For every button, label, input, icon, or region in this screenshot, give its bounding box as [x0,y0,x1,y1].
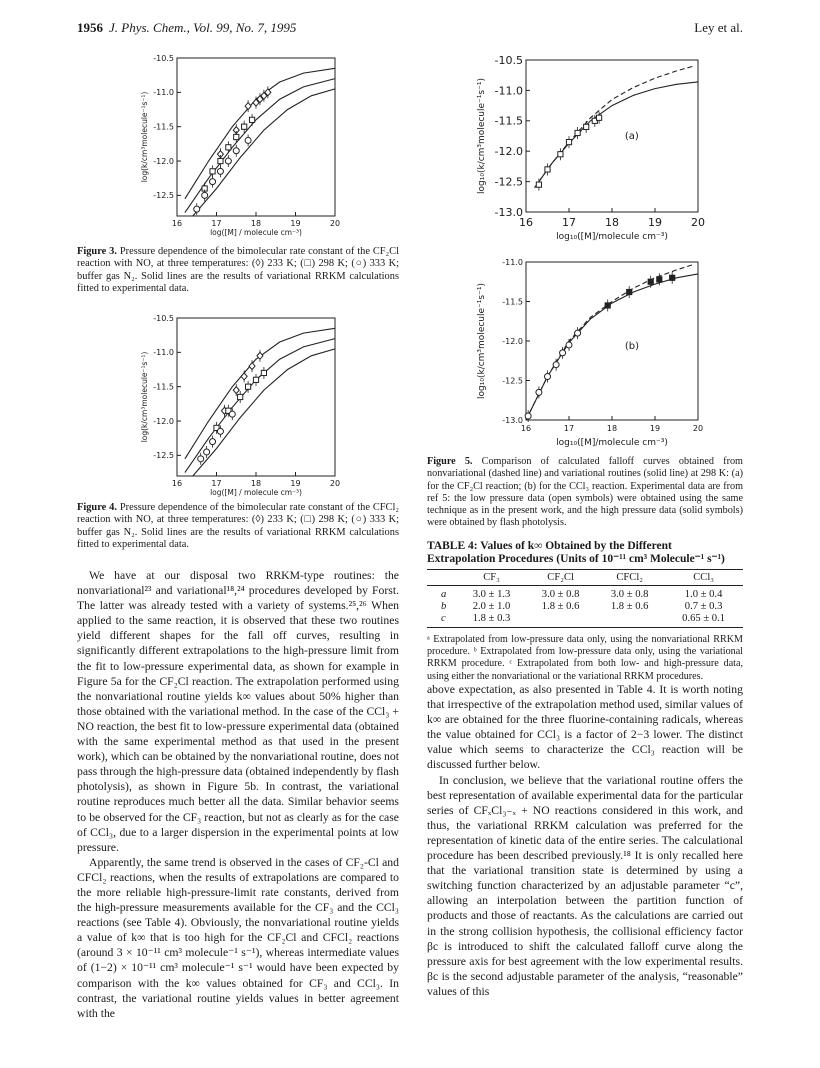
plot-frame [526,262,698,420]
data-point [246,384,251,389]
table-cell: 3.0 ± 0.8 [541,589,580,600]
y-tick-label: -12.0 [494,145,523,159]
column-header: CFCl₂ [595,570,664,586]
data-point [229,411,235,417]
left-column-text [77,568,399,1021]
paragraph: above expectation, as also presented in Table 4. It is worth noting that irrespective of the extrapolation method used, similar values of k∞ are obtained for the three fluorine-containing radicals, whereas the value obtained for CCl₃ is a factor of 2−3 lower. The distinct value which seems to characterize the CCl₃ reaction will be discussed further below. [427,683,743,772]
x-tick-label: 18 [605,216,619,229]
y-tick-label: -10.5 [153,53,174,63]
table-cell: 1.8 ± 0.6 [541,601,580,612]
nonvariational-curve [535,66,694,188]
figure-4-chart [135,308,350,504]
x-tick-label: 16 [171,479,183,488]
x-tick-label: 19 [290,219,301,228]
x-tick-label: 19 [649,424,661,433]
table-row [427,601,743,613]
x-tick-label: 16 [520,424,532,433]
x-tick-label: 18 [606,424,618,433]
y-axis-label: log(k/cm³molecule⁻¹s⁻¹) [140,91,149,183]
x-tick-label: 16 [171,219,183,228]
data-point [241,373,247,380]
table-cell: 1.8 ± 0.3 [457,613,526,628]
open-data-point [536,389,542,395]
panel-label: (b) [624,340,640,352]
data-point [233,387,239,394]
y-tick-label: -13.0 [502,415,523,425]
data-point [234,134,239,139]
data-point [597,115,602,120]
y-tick-label: -12.5 [153,451,174,461]
variational-curve [535,82,698,188]
figure-4-caption [77,502,399,552]
y-tick-label: -12.5 [494,175,523,189]
right-column-text [427,682,743,999]
column-header: CF₃ [457,570,526,586]
data-point [249,363,255,370]
figure-3-label: Figure 3. [77,246,117,257]
data-point [536,182,541,187]
y-tick-label: -11.5 [502,297,523,307]
y-tick-label: -11.5 [153,382,174,392]
table-4 [427,540,743,683]
data-point [217,168,223,174]
figure-5b-chart [470,256,715,454]
y-tick-label: -13.0 [494,205,523,219]
figure-4-caption-text: Pressure dependence of the bimolecular rate constant of the CFCl₂ reaction with NO, at three temperatures: (◊) 233 K; (□) 298 K; (○) 333 K; buffer gas N₂. Solid lines are the results of variational RRKM calculations fitted to experimental data. [77,502,399,551]
open-data-point [525,413,531,419]
figure-5-label: Figure 5. [427,456,473,467]
data-point [545,167,550,172]
data-point [249,117,254,122]
data-point [238,394,243,399]
row-label: c [427,613,457,628]
column-header [427,570,457,586]
table-cell [595,613,664,628]
data-point [253,377,258,382]
x-tick-label: 20 [329,479,341,488]
figure-3-chart [135,48,350,244]
open-data-point [553,362,559,368]
plot-frame [177,58,335,216]
x-tick-label: 16 [519,216,533,229]
data-point [245,137,251,143]
solid-data-point [648,279,653,284]
solid-data-point [670,275,675,280]
y-tick-label: -11.5 [153,122,174,132]
x-axis-label: log₁₀([M]/molecule cm⁻³) [556,232,668,242]
x-tick-label: 17 [211,479,222,488]
data-point [218,158,223,163]
table-header-row [427,570,743,586]
y-tick-label: -11.0 [502,257,523,267]
open-data-point [545,374,551,380]
table-cell [526,613,595,628]
x-tick-label: 20 [691,216,705,229]
paragraph: In conclusion, we believe that the variational routine offers the best representation of available experimental data for the particular series of CFₓCl₃₋ₓ + NO reactions considered in this work, and thus, the variational RRKM calculation was preferred for the representation of kinetic data of the entire series. The calculational procedure has been described previously.¹⁸ It is only recalled here that the variational transition state is determined by using a switching function characterized by an adjustable parameter “c”, allowing an interpolation between the partition function of products and those of reactants. As the calculations are carried out in the strong collision hypothesis, the collisional efficiency factor βc is introduced to shift the calculated falloff curve along the pressure axis for best agreement with the low experimental results. βc is the second adjustable parameter of the analysis, “reasonable” values of this [427,773,743,998]
plot-frame [526,60,698,212]
data-point [242,124,247,129]
author-header: Ley et al. [694,20,743,35]
table-4-notes: ᵃ Extrapolated from low-pressure data only, using the nonvariational RRKM procedure. ᵇ Extrapolated from low-pressure data only, using the variational RRKM procedure. ᶜ Extrapolated from both low- and high-pressure data, using either the nonvariational or the variational RRKM procedures. [427,634,743,682]
open-data-point [560,350,566,356]
table-cell: 0.65 ± 0.1 [664,613,743,628]
x-tick-label: 17 [211,219,222,228]
y-tick-label: -12.0 [502,336,523,346]
y-tick-label: -10.5 [494,53,523,67]
figure-5-caption-text: Comparison of calculated falloff curves obtained from nonvariational (dashed line) and variational routines (solid line) at 298 K: (a) for the CF₂Cl reaction; (b) for the CCl₃ reaction. Experimental data are from ref 5: the low pressure data (open symbols) were obtained using the same technique as in the present work, and the high pressure data (solid symbols) were obtained by flash photolysis. [427,456,743,529]
y-tick-label: -11.5 [494,114,523,128]
table-cell: 0.7 ± 0.3 [684,601,723,612]
paragraph: We have at our disposal two RRKM-type routines: the nonvariational²³ and variational¹⁸,²⁴ procedures developed by Forst. The latter was already tested with a variety of systems.²⁵,²⁶ When applied to the same reaction, it is observed that these two routines yield different shapes for the fall off curves, resulting in significantly different extrapolations to the high-pressure limit from the fit to low-pressure experimental data, as shown for example in Figure 5a for the CF₂Cl reaction. The extrapolation performed using the nonvariational routine yields k∞ values about 50% higher than those obtained with the variational method. In the case of the CCl₃ + NO reaction, the best fit to low-pressure experimental data (obtained with the same experimental method as that used in the present work), which can be obtained by the nonvariational routine, does not pass through the high-pressure data (obtained independently by flash photolysis), as shown in Figure 5b. In contrast, the variational routine reproduces much better all the data. Similar behavior seems to be observed for the CF₃ reaction, but not as clearly as for the case of CCl₃, due to a larger dispersion in the experimental points at low pressure. [77,569,399,854]
variational-curve [526,274,698,420]
y-tick-label: -11.0 [153,348,174,358]
column-header: CF₂Cl [526,570,595,586]
x-tick-label: 20 [329,219,341,228]
column-header: CCl₃ [664,570,743,586]
data-point [217,428,223,434]
x-tick-label: 20 [692,424,704,433]
data-point [198,456,204,462]
x-tick-label: 19 [290,479,301,488]
y-tick-label: -12.5 [502,376,523,386]
x-tick-label: 19 [648,216,662,229]
y-tick-label: -10.5 [153,313,174,323]
y-axis-label: log(k/cm³molecule⁻¹s⁻¹) [140,351,149,443]
table-cell: 2.0 ± 1.0 [472,601,511,612]
table-cell: 3.0 ± 1.3 [472,589,511,600]
x-tick-label: 18 [250,479,262,488]
data-point [202,192,208,198]
solid-data-point [657,277,662,282]
y-tick-label: -12.0 [153,416,174,426]
y-tick-label: -11.0 [153,88,174,98]
data-point [210,439,216,445]
x-tick-label: 17 [562,216,576,229]
page-number: 1956 [77,20,103,35]
row-label: b [441,601,447,612]
x-axis-label: log([M] / molecule cm⁻³) [210,488,302,497]
x-axis-label: log([M] / molecule cm⁻³) [210,228,302,237]
figure-5a-chart [470,52,715,260]
figure-3-caption [77,246,399,296]
x-tick-label: 17 [563,424,575,433]
data-point [245,103,251,110]
data-point [566,139,571,144]
nonvariational-curve [526,264,694,420]
paragraph: Apparently, the same trend is observed in the cases of CF₂-Cl and CFCl₂ reactions, when the results of extrapolations are compared to the more reliable high-pressure-limit rate constants, derived from the high-pressure measurements available for the CF₃ and the CCl₃ reactions (see Table 4). Obviously, the nonvariational routine yields a value of k∞ that is too high for the CF₂Cl and CFCl₂ reactions (around 3 × 10⁻¹¹ cm³ molecule⁻¹ s⁻¹), whereas intermediate values of (1−2) × 10⁻¹¹ cm³ molecule⁻¹ s⁻¹ would have been expected by comparison with the k∞ values obtained for CF₃ and CCl₃. In contrast, the variational routine yields values in better agreement with the [77,855,399,1020]
open-data-point [566,342,572,348]
data-point [225,158,231,164]
panel-label: (a) [624,131,639,143]
figure-3-caption-text: Pressure dependence of the bimolecular rate constant of the CF₂Cl reaction with NO, at three temperatures: (◊) 233 K; (□) 298 K; (○) 333 K; buffer gas N₂. Solid lines are the results of variational RRKM calculations fitted to experimental data. [77,246,399,295]
data-point [575,130,580,135]
table-cell: 1.8 ± 0.6 [610,601,649,612]
table-4-title: TABLE 4: Values of k∞ Obtained by the Different Extrapolation Procedures (Units of 10⁻¹¹ cm³ Molecule⁻¹ s⁻¹) [427,540,725,565]
y-axis-label: log₁₀(k/cm³molecule⁻¹s⁻¹) [477,78,487,194]
data-point [210,169,215,174]
y-axis-label: log₁₀(k/cm³molecule⁻¹s⁻¹) [477,283,487,399]
y-tick-label: -12.0 [153,156,174,166]
row-label: a [441,589,447,600]
data-point [210,179,216,185]
running-header [77,20,296,36]
plot-frame [177,318,335,476]
table-row [427,586,743,602]
data-point [558,152,563,157]
open-data-point [575,330,581,336]
journal-citation: J. Phys. Chem., Vol. 99, No. 7, 1995 [109,20,297,35]
table-cell: 1.0 ± 0.4 [684,589,723,600]
table-4-grid [427,569,743,628]
data-point [584,124,589,129]
figure-5-caption [427,456,743,530]
x-tick-label: 18 [250,219,262,228]
data-point [226,145,231,150]
solid-data-point [627,289,632,294]
x-axis-label: log₁₀([M]/molecule cm⁻³) [556,438,668,448]
data-point [233,148,239,154]
data-point [261,370,266,375]
solid-data-point [605,303,610,308]
table-row [427,613,743,628]
data-point [194,206,200,212]
y-tick-label: -12.5 [153,191,174,201]
data-point [204,449,210,455]
figure-4-label: Figure 4. [77,502,117,513]
y-tick-label: -11.0 [494,84,523,98]
table-cell: 3.0 ± 0.8 [610,589,649,600]
